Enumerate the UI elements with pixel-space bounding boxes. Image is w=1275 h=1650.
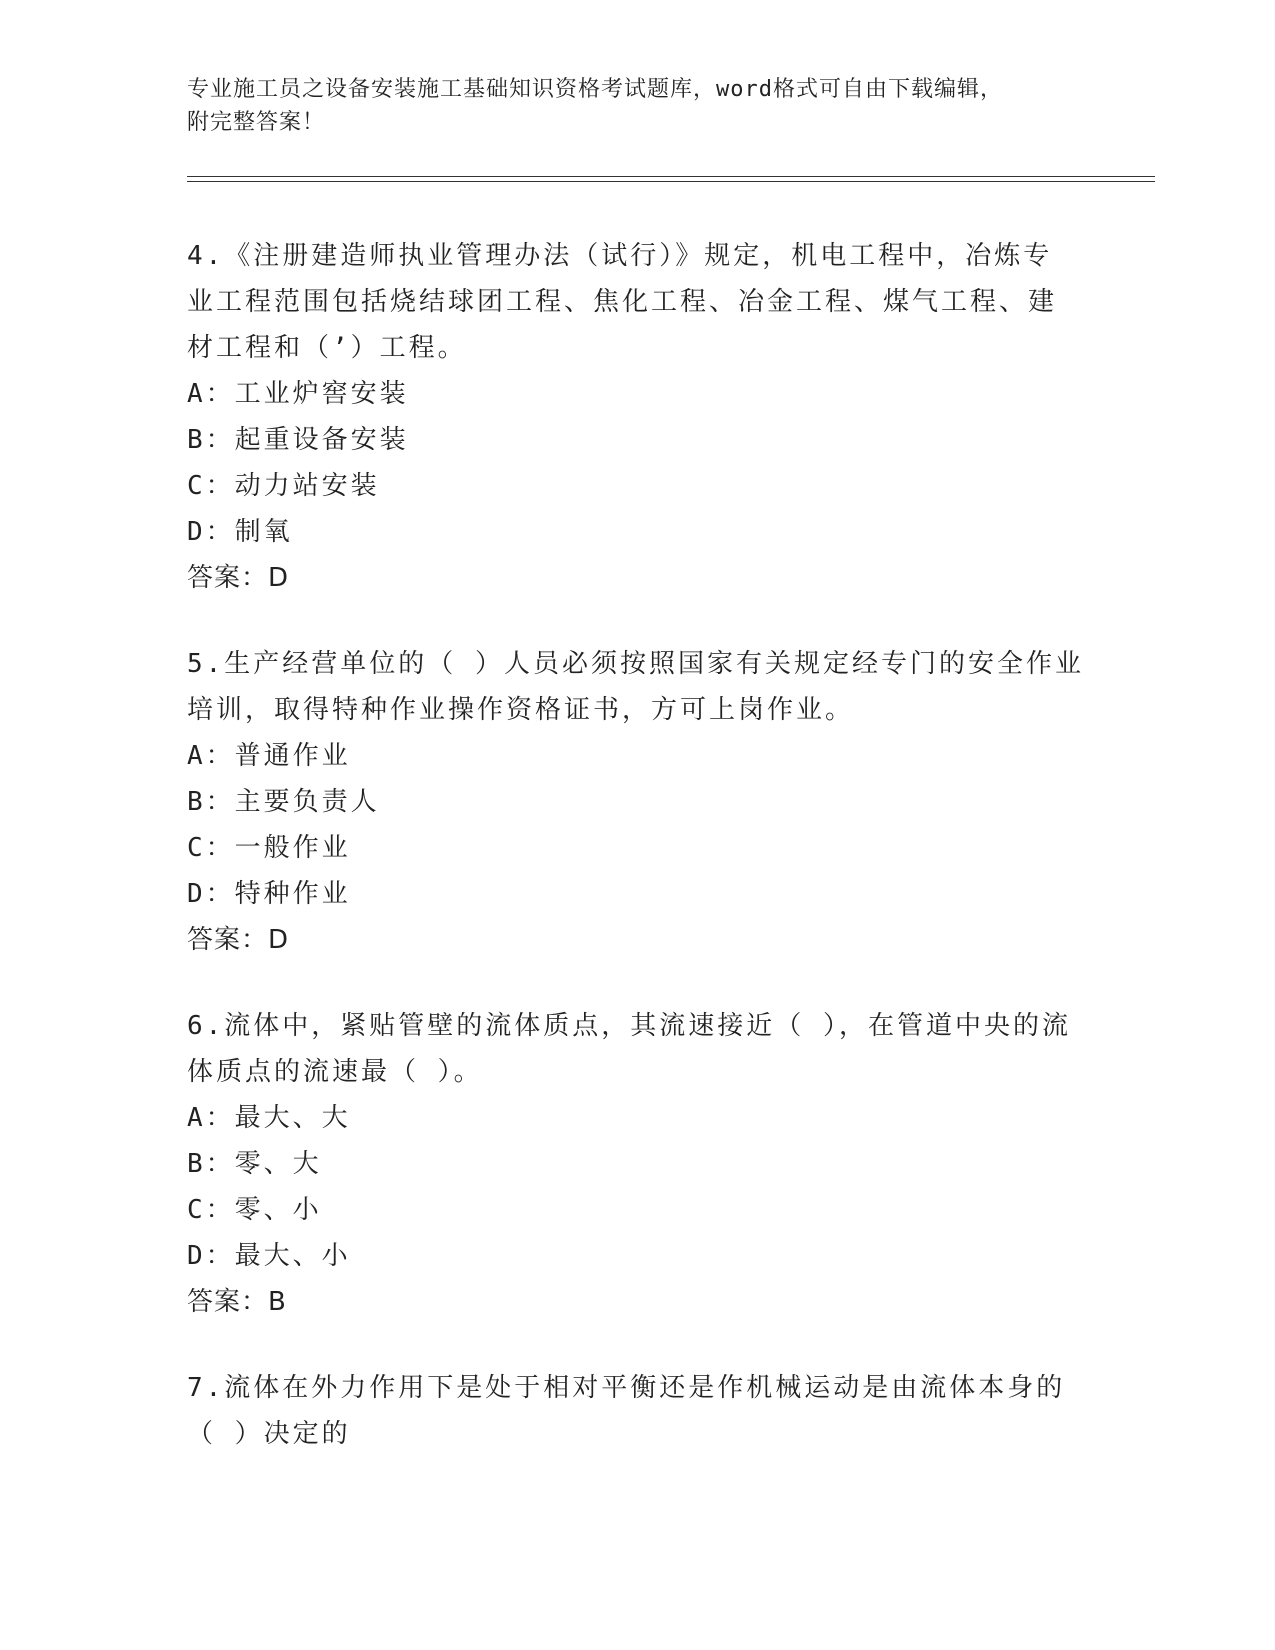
- header-line-2: 附完整答案！: [187, 110, 326, 135]
- option-b: B：零、大: [187, 1149, 322, 1179]
- option-c: C：一般作业: [187, 833, 351, 863]
- answer: 答案：D: [187, 563, 290, 593]
- question-stem-line: 6.流体中，紧贴管壁的流体质点，其流速接近（ ），在管道中央的流: [187, 1011, 1071, 1041]
- option-d: D：特种作业: [187, 879, 351, 909]
- header-divider-bottom: [187, 181, 1155, 182]
- option-a: A：普通作业: [187, 741, 351, 771]
- question-stem-line: 4.《注册建造师执业管理办法（试行）》规定，机电工程中，冶炼专: [187, 241, 1053, 271]
- question-7: [187, 1365, 1087, 1457]
- question-4: [187, 233, 1087, 601]
- question-stem-line: 7.流体在外力作用下是处于相对平衡还是作机械运动是由流体本身的: [187, 1373, 1066, 1403]
- answer: 答案：B: [187, 1287, 287, 1317]
- question-5: [187, 641, 1087, 963]
- question-stem-line: 体质点的流速最（ ）。: [187, 1057, 483, 1087]
- question-stem-line: 业工程范围包括烧结球团工程、焦化工程、冶金工程、煤气工程、建: [187, 287, 1058, 317]
- option-c: C：零、小: [187, 1195, 322, 1225]
- header-divider-top: [187, 176, 1155, 177]
- option-b: B：起重设备安装: [187, 425, 409, 455]
- question-list: [187, 233, 1087, 1497]
- option-b: B：主要负责人: [187, 787, 380, 817]
- header-line-1: 专业施工员之设备安装施工基础知识资格考试题库，word格式可自由下载编辑，: [187, 77, 1003, 102]
- option-a: A：工业炉窖安装: [187, 379, 409, 409]
- question-stem-line: 材工程和（’）工程。: [187, 333, 467, 363]
- option-c: C：动力站安装: [187, 471, 380, 501]
- answer: 答案：D: [187, 925, 290, 955]
- option-a: A：最大、大: [187, 1103, 351, 1133]
- option-d: D：制氧: [187, 517, 293, 547]
- question-stem-line: 5.生产经营单位的（ ）人员必须按照国家有关规定经专门的安全作业: [187, 649, 1084, 679]
- document-header: [187, 73, 1067, 139]
- question-stem-line: （ ）决定的: [187, 1419, 351, 1449]
- question-6: [187, 1003, 1087, 1325]
- option-d: D：最大、小: [187, 1241, 351, 1271]
- question-stem-line: 培训，取得特种作业操作资格证书，方可上岗作业。: [187, 695, 855, 725]
